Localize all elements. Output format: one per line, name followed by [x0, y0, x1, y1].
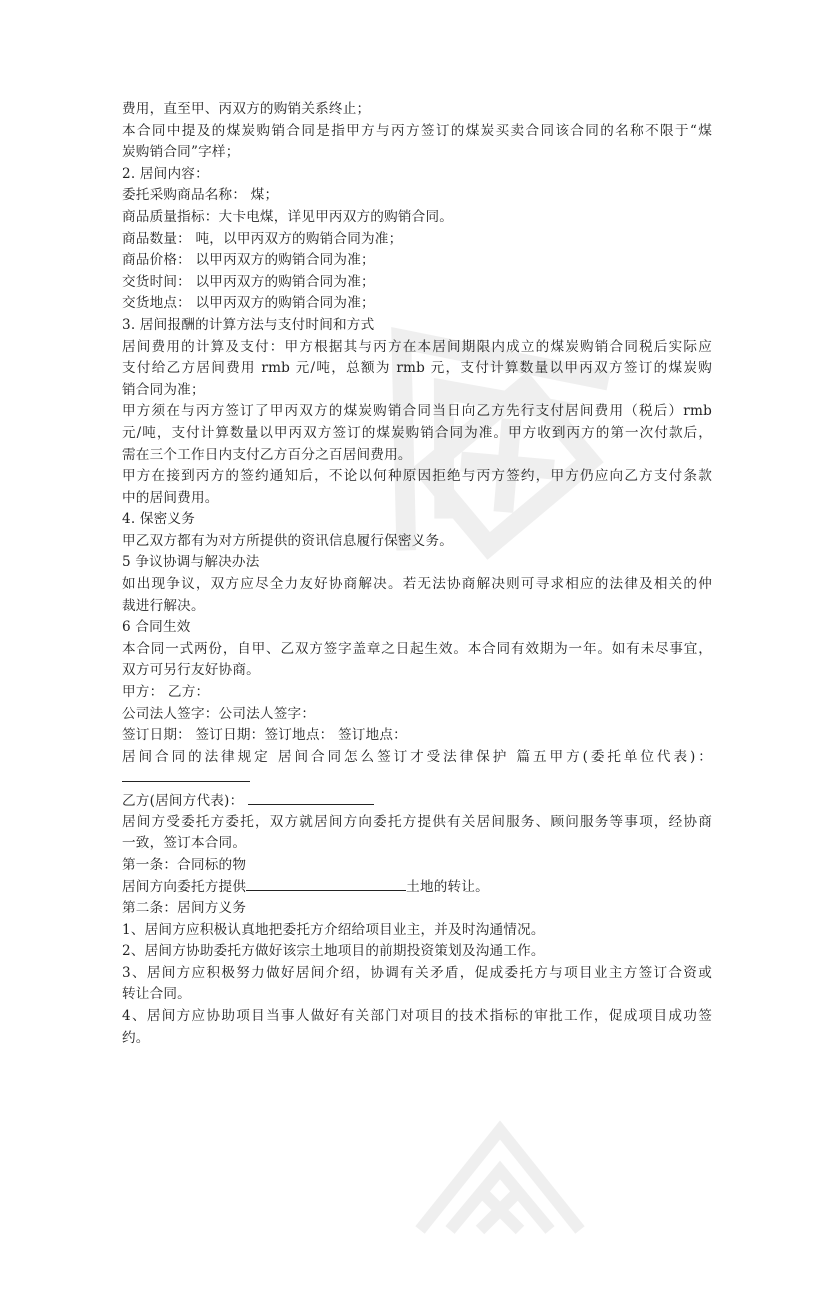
party-b-label: 乙方(居间方代表)：: [122, 793, 244, 809]
text-line: 销合同为准；: [122, 381, 205, 398]
text-line: 如出现争议，双方应尽全力友好协商解决。若无法协商解决则可寻求相应的法律及相关的仲: [122, 576, 712, 593]
text-line: 本合同一式两份，自甲、乙双方签字盖章之日起生效。本合同有效期为一年。如有未尽事宜，: [122, 640, 712, 657]
section-heading: 第二条：居间方义务: [122, 899, 247, 916]
signature-parties: 甲方： 乙方：: [122, 684, 210, 701]
text-line: 元/吨，支付计算数量以甲丙双方签订的煤炭购销合同为准。甲方收到丙方的第一次付款后，: [122, 424, 712, 441]
text-line: 中的居间费用。: [122, 489, 219, 506]
text-line: 费用，直至甲、丙双方的购销关系终止；: [122, 101, 371, 117]
text-line: 交货时间： 以甲丙双方的购销合同为准；: [122, 273, 375, 290]
section-heading: 4. 保密义务: [122, 511, 196, 528]
section-heading: 6 合同生效: [122, 619, 191, 636]
text-line: 委托采购商品名称： 煤；: [122, 187, 279, 204]
text-line: 支付给乙方居间费用 rmb 元/吨，总额为 rmb 元，支付计算数量以甲丙双方签订的煤炭购: [122, 360, 712, 377]
list-item-continued: 转让合同。: [122, 986, 191, 1003]
party-b-signature-blank[interactable]: [248, 790, 374, 805]
list-item: 1、居间方应积极认真地把委托方介绍给项目业主，并及时沟通情况。: [122, 921, 545, 938]
text-line: 交货地点： 以甲丙双方的购销合同为准；: [122, 295, 375, 312]
text-line: 甲方在接到丙方的签约通知后，不论以何种原因拒绝与丙方签约，甲方仍应向乙方支付条款: [122, 468, 712, 485]
signature-legal-rep: 公司法人签字：公司法人签字：: [122, 705, 316, 722]
document-body: [122, 99, 712, 1049]
subject-line: [122, 876, 712, 898]
party-a-signature-blank[interactable]: [122, 775, 250, 782]
party-b-signature-row: [122, 790, 712, 812]
text-line: 商品质量指标：大卡电煤，详见甲丙双方的购销合同。: [122, 208, 454, 225]
list-item: 4、居间方应协助项目当事人做好有关部门对项目的技术指标的审批工作，促成项目成功签: [122, 1007, 712, 1024]
list-item: 2、居间方协助委托方做好该宗土地项目的前期投资策划及沟通工作。: [122, 943, 545, 960]
text-line: 一致，签订本合同。: [122, 835, 247, 852]
text-line: 炭购销合同”字样；: [122, 144, 240, 161]
section-heading: 3. 居间报酬的计算方法与支付时间和方式: [122, 316, 375, 333]
text-line: 甲乙双方都有为对方所提供的资讯信息履行保密义务。: [122, 532, 454, 549]
subject-prefix: 居间方向委托方提供: [122, 879, 247, 896]
subject-blank[interactable]: [246, 876, 406, 891]
text-line: 双方可另行友好协商。: [122, 662, 260, 679]
subject-suffix: 土地的转让。: [406, 879, 489, 896]
list-item-continued: 约。: [122, 1029, 150, 1046]
text-line: 居间合同的法律规定 居间合同怎么签订才受法律保护 篇五甲方(委托单位代表)：: [122, 748, 712, 765]
text-line: 裁进行解决。: [122, 597, 205, 614]
text-line: 商品数量： 吨，以甲丙双方的购销合同为准；: [122, 230, 403, 247]
text-line: 居间费用的计算及支付：甲方根据其与丙方在本居间期限内成立的煤炭购销合同税后实际应: [122, 338, 712, 355]
text-line: 商品价格： 以甲丙双方的购销合同为准；: [122, 252, 375, 269]
text-line: 本合同中提及的煤炭购销合同是指甲方与丙方签订的煤炭买卖合同该合同的名称不限于“煤: [122, 122, 712, 139]
section-heading: 5 争议协调与解决办法: [122, 554, 260, 571]
signature-date-place: 签订日期： 签订日期：签订地点： 签订地点：: [122, 727, 407, 744]
text-line: 需在三个工作日内支付乙方百分之百居间费用。: [122, 446, 412, 463]
text-line: 居间方受委托方委托，双方就居间方向委托方提供有关居间服务、顾问服务等事项，经协商: [122, 813, 712, 830]
section-heading: 2. 居间内容：: [122, 165, 209, 182]
party-a-signature-blank-row: [122, 768, 712, 790]
list-item: 3、居间方应积极努力做好居间介绍，协调有关矛盾，促成委托方与项目业主方签订合资或: [122, 964, 712, 981]
text-line: 甲方须在与丙方签订了甲丙双方的煤炭购销合同当日向乙方先行支付居间费用（税后）rmb: [122, 403, 712, 420]
section-heading: 第一条：合同标的物: [122, 856, 247, 873]
watermark-logo-icon: [400, 1090, 600, 1290]
